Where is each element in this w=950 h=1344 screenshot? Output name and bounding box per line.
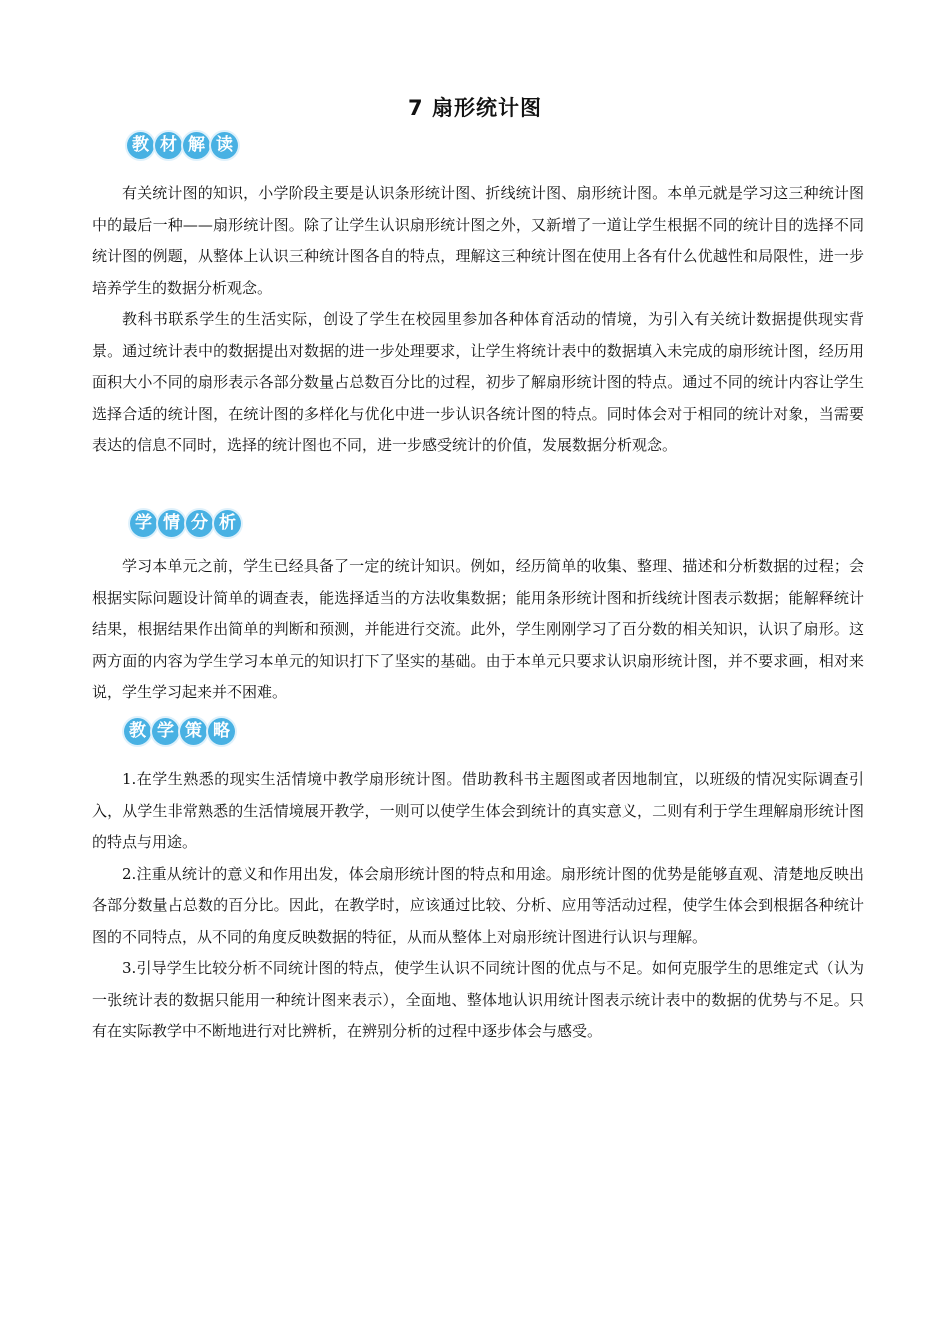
paragraph: 1.在学生熟悉的现实生活情境中教学扇形统计图。借助教科书主题图或者因地制宜，以班级的情况实际调查引入，从学生非常熟悉的生活情境展开教学，一则可以使学生体会到统计的真实意义，二则有利于学生理解扇形统计图的特点与用途。 — [92, 770, 864, 851]
heading-char: 学 — [152, 718, 179, 745]
section-body-teaching-strategy — [92, 764, 864, 1048]
heading-char: 教 — [124, 718, 151, 745]
heading-char: 分 — [186, 510, 213, 537]
section-body-textbook-reading — [92, 178, 864, 462]
page-title: 7 扇形统计图 — [408, 96, 542, 120]
heading-char: 读 — [211, 132, 238, 159]
heading-char: 情 — [158, 510, 185, 537]
paragraph: 教科书联系学生的生活实际，创设了学生在校园里参加各种体育活动的情境，为引入有关统计数据提供现实背景。通过统计表中的数据提出对数据的进一步处理要求，让学生将统计表中的数据填入未完成的扇形统计图，经历用面积大小不同的扇形表示各部分数量占总数百分比的过程，初步了解扇形统计图的特点。通过不同的统计内容让学生选择合适的统计图，在统计图的多样化与优化中进一步认识各统计图的特点。同时体会对于相同的统计对象，当需要表达的信息不同时，选择的统计图也不同，进一步感受统计的价值，发展数据分析观念。 — [92, 310, 864, 454]
paragraph: 学习本单元之前，学生已经具备了一定的统计知识。例如，经历简单的收集、整理、描述和分析数据的过程；会根据实际问题设计简单的调查表，能选择适当的方法收集数据；能用条形统计图和折线统计图表示数据；能解释统计结果，根据结果作出简单的判断和预测，并能进行交流。此外，学生刚刚学习了百分数的相关知识，认识了扇形。这两方面的内容为学生学习本单元的知识打下了坚实的基础。由于本单元只要求认识扇形统计图，并不要求画，相对来说，学生学习起来并不困难。 — [92, 557, 864, 701]
section-heading-textbook-reading — [127, 132, 238, 159]
heading-char: 解 — [183, 132, 210, 159]
heading-char: 略 — [208, 718, 235, 745]
heading-char: 析 — [214, 510, 241, 537]
paragraph: 有关统计图的知识，小学阶段主要是认识条形统计图、折线统计图、扇形统计图。本单元就是学习这三种统计图中的最后一种——扇形统计图。除了让学生认识扇形统计图之外，又新增了一道让学生根据不同的统计目的选择不同统计图的例题，从整体上认识三种统计图各自的特点，理解这三种统计图在使用上各有什么优越性和局限性，进一步培养学生的数据分析观念。 — [92, 184, 864, 297]
paragraph: 2.注重从统计的意义和作用出发，体会扇形统计图的特点和用途。扇形统计图的优势是能够直观、清楚地反映出各部分数量占总数的百分比。因此，在教学时，应该通过比较、分析、应用等活动过程，使学生体会到根据各种统计图的不同特点，从不同的角度反映数据的特征，从而从整体上对扇形统计图进行认识与理解。 — [92, 864, 864, 946]
section-heading-teaching-strategy — [124, 718, 235, 745]
paragraph: 3.引导学生比较分析不同统计图的特点，使学生认识不同统计图的优点与不足。如何克服学生的思维定式（认为一张统计表的数据只能用一种统计图来表示），全面地、整体地认识用统计图表示统计表中的数据的优势与不足。只有在实际教学中不断地进行对比辨析，在辨别分析的过程中逐步体会与感受。 — [92, 959, 864, 1040]
heading-char: 教 — [127, 132, 154, 159]
heading-char: 策 — [180, 718, 207, 745]
heading-char: 学 — [130, 510, 157, 537]
section-body-learner-analysis — [92, 551, 864, 709]
section-heading-learner-analysis — [130, 510, 241, 537]
heading-char: 材 — [155, 132, 182, 159]
